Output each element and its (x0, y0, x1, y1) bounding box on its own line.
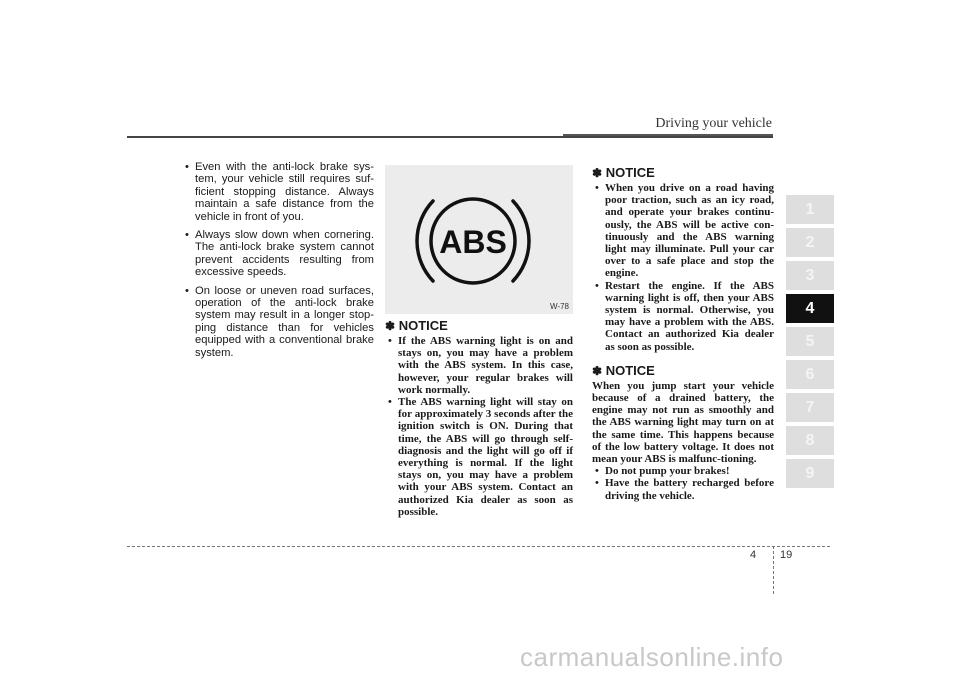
notice-bullet: • Do not pump your brakes! (592, 465, 774, 477)
notice-bullet: • Have the battery recharged before driving the vehicle. (592, 477, 774, 501)
left-bullet: • Always slow down when cornering. The anti-lock brake system cannot prevent accidents resulting from excessive speeds. (182, 229, 374, 279)
notice-abs-warning (385, 318, 573, 518)
notice-bullet: • Restart the engine. If the ABS warning light is off, then your ABS system is normal. Otherwise, you may have a problem with the ABS. Contact an authorized Kia dealer as soon as possible. (592, 280, 774, 353)
abs-icon-label: ABS (439, 224, 507, 260)
abs-warning-light-icon (385, 165, 573, 314)
notice-heading (385, 318, 573, 334)
left-bullet: • On loose or uneven road surfaces, operation of the anti-lock brake system may result in a longer stop-ping distance than for vehicles equipped with a conventional brake system. (182, 285, 374, 359)
chapter-tab-3[interactable]: 3 (786, 261, 834, 290)
chapter-tab-2[interactable]: 2 (786, 228, 834, 257)
chapter-tab-6[interactable]: 6 (786, 360, 834, 389)
chapter-tab-7[interactable]: 7 (786, 393, 834, 422)
left-column (182, 161, 374, 365)
notice-heading (592, 165, 774, 181)
abs-warning-figure (385, 165, 573, 314)
notice-paragraph: When you jump start your vehicle because of a drained battery, the engine may not run as smoothly and the ABS warning light may turn on at the same time. This happens because of the low battery voltage. It does not mean your ABS is malfunc-tioning. (592, 379, 774, 466)
chapter-tab-8[interactable]: 8 (786, 426, 834, 455)
notice-star-icon: ✽ (385, 319, 396, 333)
notice-heading (592, 363, 774, 379)
notice-star-icon: ✽ (592, 363, 603, 378)
watermark: carmanualsonline.info (520, 642, 784, 672)
page-number: 19 (780, 549, 793, 561)
left-bullet: • Even with the anti-lock brake sys-tem, your vehicle still requires suf-ficient stopping distance. Always maintain a safe distance from the vehicle in front of you. (182, 161, 374, 223)
footer-divider (773, 546, 774, 594)
notice-title: NOTICE (605, 362, 655, 378)
notice-star-icon: ✽ (592, 166, 603, 180)
page-chapter-number: 4 (750, 549, 757, 561)
notice-bullet: • When you drive on a road having poor traction, such as an icy road, and operate your brakes continu-ously, the ABS will be active con-tinuously and the ABS warning light may illuminate. Pull your car over to a safe place and stop the engine. (592, 182, 774, 280)
figure-code: W-78 (550, 302, 569, 311)
footer-rule (127, 546, 830, 547)
chapter-tab-1[interactable]: 1 (786, 195, 834, 224)
notice-bullet: • If the ABS warning light is on and stays on, you may have a problem with the ABS system. In this case, however, your regular brakes will work normally. (385, 335, 573, 396)
chapter-tabs (786, 195, 834, 492)
section-title: Driving your vehicle (655, 116, 772, 131)
right-column (592, 165, 774, 502)
header-rule (127, 136, 773, 138)
chapter-tab-5[interactable]: 5 (786, 327, 834, 356)
notice-title: NOTICE (398, 318, 448, 333)
chapter-tab-9[interactable]: 9 (786, 459, 834, 488)
notice-title: NOTICE (605, 165, 655, 180)
chapter-tab-4[interactable]: 4 (786, 294, 834, 323)
notice-bullet: • The ABS warning light will stay on for approximately 3 seconds after the ignition switch is ON. During that time, the ABS will go through self-diagnosis and the light will go off if everything is normal. If the light stays on, you may have a problem with your ABS system. Contact an authorized Kia dealer as soon as possible. (385, 396, 573, 518)
